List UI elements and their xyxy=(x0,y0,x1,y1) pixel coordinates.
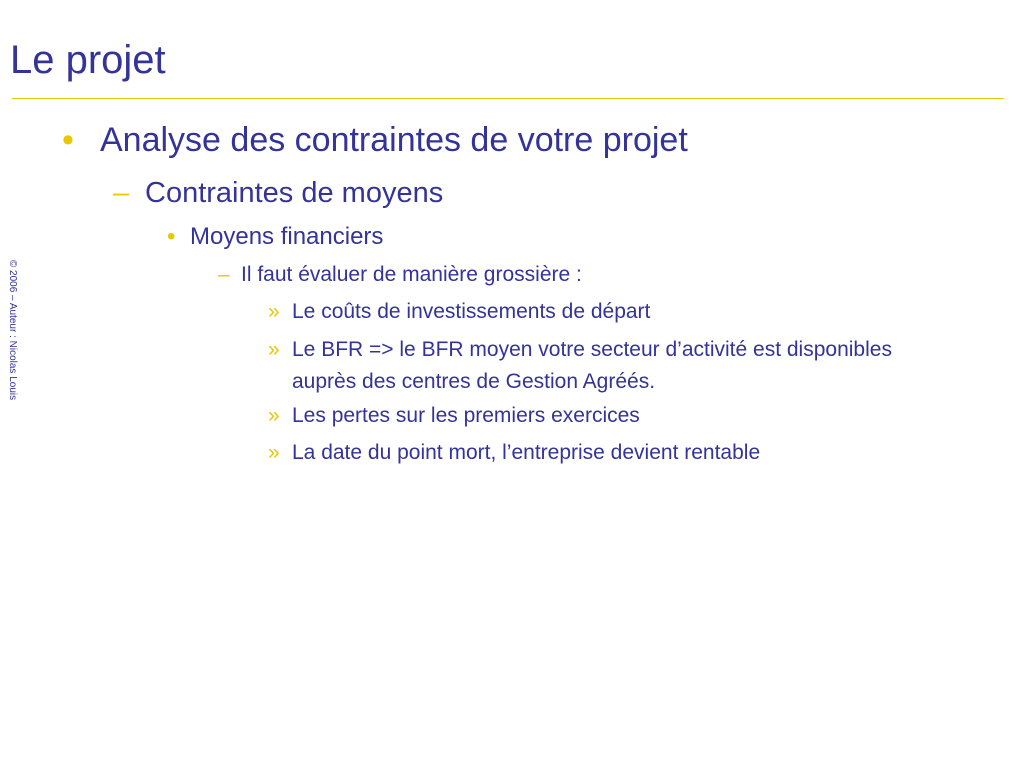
copyright-notice: © 2006 – Auteur : Nicolas Louis xyxy=(7,259,18,401)
bullet-l5-text: La date du point mort, l’entreprise devient rentable xyxy=(292,441,761,464)
bullet-l3-text: Moyens financiers xyxy=(190,223,384,250)
bullet-l5-text: Le coûts de investissements de départ xyxy=(292,300,651,323)
bullet-l4-text: Il faut évaluer de manière grossière : xyxy=(241,263,582,286)
bullet-marker-l3: • xyxy=(167,223,176,250)
bullet-marker-l4: – xyxy=(218,263,230,286)
bullet-marker-l1: • xyxy=(62,121,74,159)
bullet-marker-l2: – xyxy=(113,177,130,209)
bullet-l2-text: Contraintes de moyens xyxy=(145,177,444,209)
bullet-marker-l5: » xyxy=(268,404,280,427)
bullet-l5-text: Les pertes sur les premiers exercices xyxy=(292,404,640,427)
bullet-marker-l5: » xyxy=(268,338,280,361)
bullet-l5-text: Le BFR => le BFR moyen votre secteur d’activité est disponibles auprès des centres de Gestion Agréés. xyxy=(292,338,892,393)
bullet-marker-l5: » xyxy=(268,300,280,323)
title-divider xyxy=(12,98,1004,99)
bullet-l1-text: Analyse des contraintes de votre projet xyxy=(100,121,688,159)
bullet-marker-l5: » xyxy=(268,441,280,464)
slide-title: Le projet xyxy=(10,38,166,82)
